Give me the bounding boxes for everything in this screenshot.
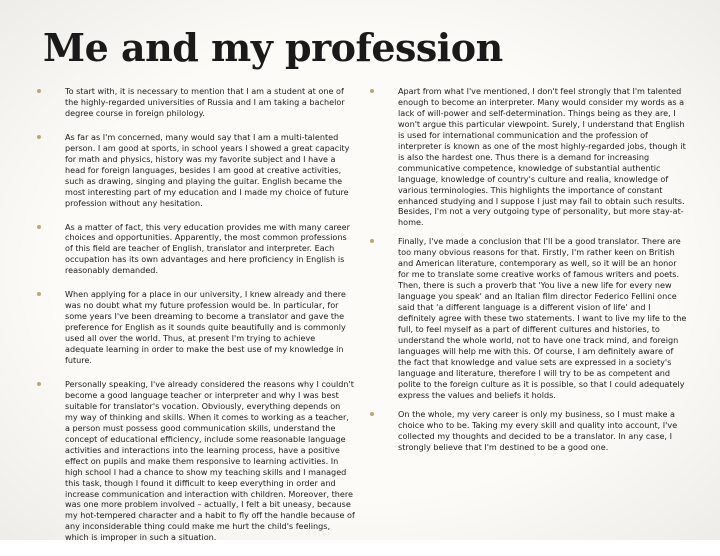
- paragraph-text: To start with, it is necessary to mention that I am a student at one of the highly-regarded universities of Russia and I am taking a bachelor degree course in foreign philology.: [65, 86, 345, 118]
- paragraph-item: [370, 409, 688, 453]
- bullet-icon: [370, 412, 374, 416]
- bullet-icon: [37, 382, 41, 386]
- paragraph-item: [370, 236, 688, 400]
- bullet-icon: [37, 225, 41, 229]
- paragraph-item: [37, 379, 355, 543]
- paragraph-item: [37, 289, 355, 366]
- paragraph-text: Personally speaking, I've already considered the reasons why I couldn't become a good language teacher or interpreter and why I was best suitable for translator's vocation. Obviously, everything depends on my way of thinking and skills. When it comes to working as a teacher, a person must possess good communication skills, understand the concept of educational efficiency, include some reasonable language activities and interactions into the learning process, have a positive effect on pupils and make them responsive to learning activities. In high school I had a chance to show my teaching skills and I managed this task, though I found it difficult to keep everything in order and increase communication and interaction with children. Moreover, there was one more problem involved – actually, I felt a bit uneasy, because my hot-tempered character and a habit to fly off the handle because of any inconsiderable thing could make me hurt the child's feelings, which is improper in such a situation.: [65, 378, 355, 543]
- paragraph-text: Finally, I've made a conclusion that I'll be a good translator. There are too many obvious reasons for that. Firstly, I'm rather keen on British and American literature, contemporary as well, so it will be an honor for me to translate some creative works of famous writers and poets. Then, there is such a proverb that 'You live a new life for every new language you speak' and an Italian film director Federico Fellini once said that 'a different language is a different vision of life' and I definitely agree with these two statements. I want to live my life to the full, to feel myself as a part of different cultures and histories, to understand the whole world, not to have one track mind, and foreign languages will help me with this. Of course, I am definitely aware of the fact that knowledge and value sets are expressed in a society's language and literature, therefore I will try to be as competent and polite to the foreign culture as it is possible, so that I could adequately express the values and beliefs it holds.: [398, 236, 687, 400]
- paragraph-item: [370, 86, 688, 228]
- paragraph-text: When applying for a place in our university, I knew already and there was no doubt what my future profession would be. In particular, for some years I've been dreaming to become a translator and gave the preference for English as it sounds quite beautifully and is commonly used all over the world. Thus, at present I'm trying to achieve adequate learning in order to make the best use of my knowledge in future.: [65, 289, 346, 366]
- paragraph-text: As a matter of fact, this very education provides me with many career choices and opportunities. Apparently, the most common professions of this field are teacher of English, translator and interpreter. Each occupation has its own advantages and here proficiency in English is reasonably demanded.: [65, 221, 350, 276]
- bullet-icon: [370, 89, 374, 93]
- bullet-icon: [370, 239, 374, 243]
- left-column: [37, 86, 355, 556]
- paragraph-item: [37, 132, 355, 209]
- bullet-icon: [37, 89, 41, 93]
- bullet-icon: [37, 135, 41, 139]
- right-column: [370, 86, 688, 461]
- paragraph-item: [37, 86, 355, 119]
- paragraph-text: As far as I'm concerned, many would say that I am a multi-talented person. I am good at sports, in school years I showed a great capacity for math and physics, history was my favorite subject and I have a head for foreign languages, besides I am good at creative activities, such as drawing, singing and playing the guitar. English became the most interesting part of my education and I made my choice of future profession without any hesitation.: [65, 131, 350, 208]
- paragraph-text: On the whole, my very career is only my business, so I must make a choice who to be. Taking my every skill and quality into account, I've collected my thoughts and decided to be a translator. In any case, I strongly believe that I'm destined to be a good one.: [398, 408, 678, 452]
- paragraph-item: [37, 222, 355, 277]
- paragraph-text: Apart from what I've mentioned, I don't feel strongly that I'm talented enough to become an interpreter. Many would consider my words as a lack of will-power and self-determination. Things being as they are, I won't argue this particular viewpoint. Surely, I understand that English is used for international communication and the profession of interpreter is known as one of the most highly-regarded jobs, though it is also the hardest one. Thus there is a demand for increasing communicative competence, knowledge of substantial authentic language, knowledge of country's culture and realia, knowledge of various terminologies. This highlights the importance of constant enhanced studying and I suppose I just may fail to obtain such results. Besides, I'm not a very outgoing type of personality, but more stay-at-home.: [398, 86, 686, 228]
- bullet-icon: [37, 292, 41, 296]
- page-title: Me and my profession: [43, 25, 503, 70]
